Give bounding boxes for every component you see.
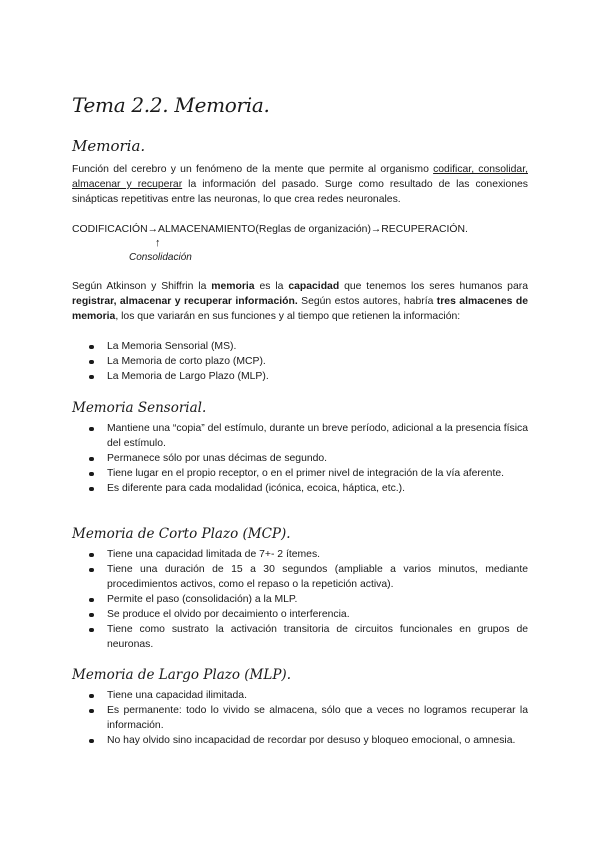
list-item: Permite el paso (consolidación) a la MLP. — [72, 592, 528, 607]
document-title: Tema 2.2. Memoria. — [72, 93, 270, 117]
bullet-icon — [89, 345, 94, 350]
bullet-icon — [89, 457, 94, 462]
memoria-definition: Función del cerebro y un fenómeno de la mente que permite al organismo codificar, consolidar, almacenar y recuperar la información del pasado. Surge como resultado de las conexiones sinápticas repetitivas entre las neuronas, lo que crea redes neuronales. — [72, 164, 529, 205]
list-item: Tiene una capacidad ilimitada. — [72, 688, 528, 703]
bullet-icon — [89, 694, 94, 699]
bullet-icon — [89, 487, 94, 492]
up-arrow-icon: ↑ — [155, 237, 161, 249]
list-item: La Memoria Sensorial (MS). — [72, 339, 528, 354]
list-item: Tiene como sustrato la activación transitoria de circuitos funcionales en grupos de neuronas. — [72, 622, 528, 652]
list-item: Es permanente: todo lo vivido se almacena, sólo que a veces no logramos recuperar la información. — [72, 703, 528, 733]
bullet-icon — [89, 375, 94, 380]
bullet-icon — [89, 472, 94, 477]
consolidation-label: Consolidación — [129, 252, 192, 263]
list-item: Permanece sólo por unas décimas de segundo. — [72, 451, 528, 466]
bullet-icon — [89, 598, 94, 603]
bullet-icon — [89, 628, 94, 633]
list-item: No hay olvido sino incapacidad de recordar por desuso y bloqueo emocional, o amnesia. — [72, 733, 528, 748]
bullet-icon — [89, 427, 94, 432]
section-heading-ms: Memoria Sensorial. — [72, 400, 207, 416]
section-heading-mlp: Memoria de Largo Plazo (MLP). — [72, 667, 291, 683]
list-item: Tiene una duración de 15 a 30 segundos (ampliable a varios minutos, mediante procedimientos activos, como el repaso o la repetición activa). — [72, 562, 528, 592]
memory-stores-list — [72, 339, 528, 384]
list-item: Tiene una capacidad limitada de 7+- 2 ítemes. — [72, 547, 528, 562]
list-item: Tiene lugar en el propio receptor, o en el primer nivel de integración de la vía aferente. — [72, 466, 528, 481]
atkinson-shiffrin-paragraph: Según Atkinson y Shiffrin la memoria es la capacidad que tenemos los seres humanos para registrar, almacenar y recuperar información. Según estos autores, habría tres almacenes de memoria, los que variarán en sus funciones y al tiempo que retienen la información: — [72, 281, 529, 322]
section-heading-memoria: Memoria. — [72, 137, 146, 155]
underlined-processes: codificar, consolidar, almacenar y recuperar — [72, 164, 528, 190]
mlp-list — [72, 688, 528, 748]
ms-list — [72, 421, 528, 496]
mcp-list — [72, 547, 528, 652]
list-item: Mantiene una “copia” del estímulo, durante un breve período, adicional a la presencia física del estímulo. — [72, 421, 528, 451]
bullet-icon — [89, 613, 94, 618]
section-heading-mcp: Memoria de Corto Plazo (MCP). — [72, 526, 291, 542]
bullet-icon — [89, 739, 94, 744]
bullet-icon — [89, 553, 94, 558]
bullet-icon — [89, 709, 94, 714]
list-item: La Memoria de corto plazo (MCP). — [72, 354, 528, 369]
bullet-icon — [89, 568, 94, 573]
bullet-icon — [89, 360, 94, 365]
list-item: Es diferente para cada modalidad (icónica, ecoica, háptica, etc.). — [72, 481, 528, 496]
memory-process-flow: CODIFICACIÓN→ALMACENAMIENTO(Reglas de organización)→RECUPERACIÓN. — [72, 224, 468, 235]
list-item: Se produce el olvido por decaimiento o interferencia. — [72, 607, 528, 622]
list-item: La Memoria de Largo Plazo (MLP). — [72, 369, 528, 384]
